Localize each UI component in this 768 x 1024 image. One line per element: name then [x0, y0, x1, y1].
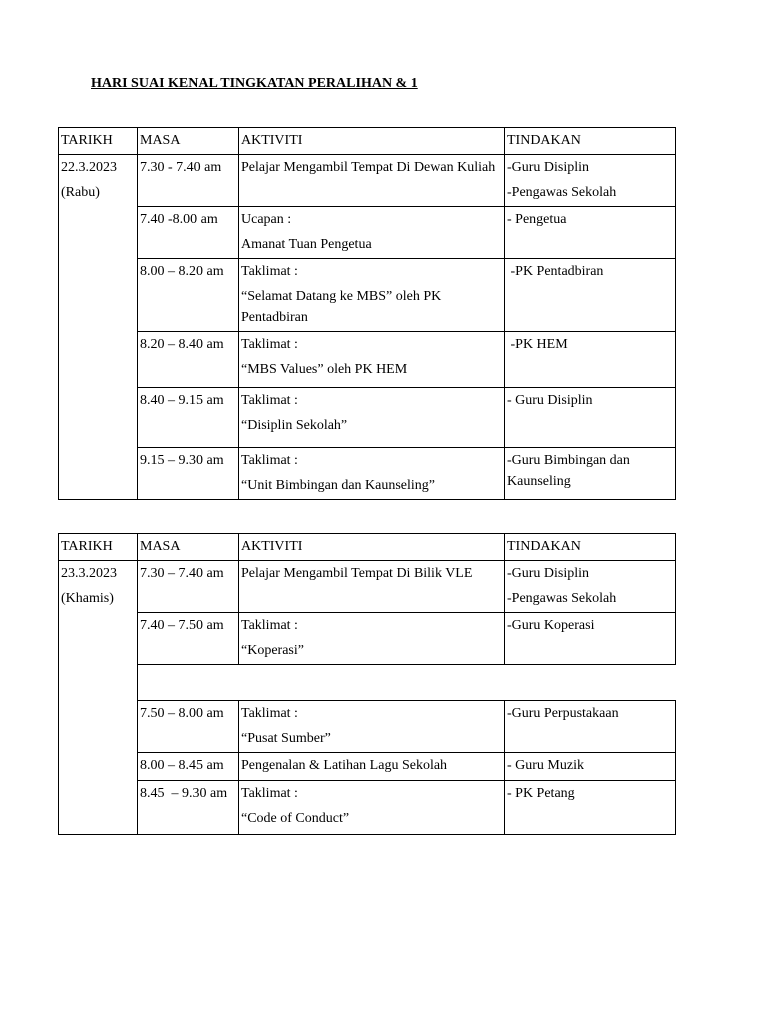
tindakan-line: -Guru Bimbingan dan Kaunseling [507, 453, 630, 489]
table-row [59, 781, 676, 835]
schedule-table-day1 [58, 127, 676, 500]
tindakan-cell [505, 259, 676, 332]
aktiviti-line: Taklimat : [241, 337, 298, 352]
header-masa: MASA [138, 534, 239, 561]
tindakan-cell [505, 561, 676, 613]
tindakan-line: -Guru Koperasi [507, 618, 595, 633]
tindakan-line: -Pengawas Sekolah [507, 185, 617, 200]
day-value: (Rabu) [61, 185, 100, 200]
table-row [59, 388, 676, 448]
tindakan-line: -PK HEM [507, 337, 568, 352]
aktiviti-line: Taklimat : [241, 264, 298, 279]
aktiviti-line: Taklimat : [241, 618, 298, 633]
tindakan-line: -PK Pentadbiran [507, 264, 604, 279]
table-header-row [59, 128, 676, 155]
aktiviti-line: Taklimat : [241, 453, 298, 468]
masa-cell: 9.15 – 9.30 am [138, 448, 239, 500]
header-masa: MASA [138, 128, 239, 155]
aktiviti-line: “MBS Values” oleh PK HEM [241, 362, 408, 377]
date-cell [59, 561, 138, 835]
day-value: (Khamis) [61, 591, 114, 606]
tindakan-line: - Pengetua [507, 212, 567, 227]
blank-separator-row [59, 665, 676, 701]
aktiviti-cell [239, 753, 505, 781]
table-row [59, 332, 676, 388]
tindakan-line: -Guru Disiplin [507, 566, 590, 581]
masa-cell: 8.45 – 9.30 am [138, 781, 239, 835]
aktiviti-line: “Disiplin Sekolah” [241, 418, 348, 433]
blank-cell [138, 665, 676, 701]
date-value: 23.3.2023 [61, 566, 117, 581]
masa-cell: 7.40 -8.00 am [138, 207, 239, 259]
aktiviti-line: “Koperasi” [241, 643, 304, 658]
schedule-table-day2 [58, 533, 676, 835]
tindakan-line: -Guru Perpustakaan [507, 706, 619, 721]
tindakan-cell [505, 332, 676, 388]
aktiviti-cell [239, 155, 505, 207]
page-title: HARI SUAI KENAL TINGKATAN PERALIHAN & 1 [91, 76, 418, 91]
tindakan-cell [505, 753, 676, 781]
aktiviti-cell [239, 332, 505, 388]
header-tarikh: TARIKH [59, 128, 138, 155]
table-row [59, 259, 676, 332]
aktiviti-cell [239, 561, 505, 613]
aktiviti-line: Pengenalan & Latihan Lagu Sekolah [241, 758, 448, 773]
table-row [59, 753, 676, 781]
aktiviti-cell [239, 448, 505, 500]
tindakan-line: - Guru Muzik [507, 758, 584, 773]
tindakan-line: -Guru Disiplin [507, 160, 590, 175]
aktiviti-line: “Code of Conduct” [241, 811, 350, 826]
tindakan-line: - PK Petang [507, 786, 575, 801]
tindakan-cell [505, 207, 676, 259]
header-aktiviti: AKTIVITI [239, 128, 505, 155]
masa-cell: 7.50 – 8.00 am [138, 701, 239, 753]
header-tarikh: TARIKH [59, 534, 138, 561]
masa-cell: 7.30 – 7.40 am [138, 561, 239, 613]
header-tindakan: TINDAKAN [505, 128, 676, 155]
table-row [59, 561, 676, 613]
tindakan-cell [505, 701, 676, 753]
aktiviti-line: “Selamat Datang ke MBS” oleh PK Pentadbiran [241, 289, 442, 325]
tindakan-line: -Pengawas Sekolah [507, 591, 617, 606]
aktiviti-line: Amanat Tuan Pengetua [241, 237, 372, 252]
aktiviti-cell [239, 388, 505, 448]
tindakan-cell [505, 781, 676, 835]
aktiviti-line: “Pusat Sumber” [241, 731, 331, 746]
date-cell [59, 155, 138, 500]
aktiviti-line: Taklimat : [241, 786, 298, 801]
masa-cell: 8.00 – 8.45 am [138, 753, 239, 781]
masa-cell: 7.30 - 7.40 am [138, 155, 239, 207]
header-tindakan: TINDAKAN [505, 534, 676, 561]
table-row [59, 613, 676, 665]
table-row [59, 207, 676, 259]
aktiviti-cell [239, 781, 505, 835]
masa-cell: 8.20 – 8.40 am [138, 332, 239, 388]
table-header-row [59, 534, 676, 561]
tindakan-cell [505, 155, 676, 207]
aktiviti-line: Taklimat : [241, 393, 298, 408]
aktiviti-cell [239, 613, 505, 665]
tindakan-cell [505, 388, 676, 448]
aktiviti-line: Pelajar Mengambil Tempat Di Bilik VLE [241, 566, 473, 581]
aktiviti-line: Ucapan : [241, 212, 292, 227]
tindakan-line: - Guru Disiplin [507, 393, 593, 408]
aktiviti-line: Pelajar Mengambil Tempat Di Dewan Kuliah [241, 160, 496, 175]
date-value: 22.3.2023 [61, 160, 117, 175]
masa-cell: 7.40 – 7.50 am [138, 613, 239, 665]
tindakan-cell [505, 613, 676, 665]
table-row [59, 155, 676, 207]
masa-cell: 8.00 – 8.20 am [138, 259, 239, 332]
aktiviti-cell [239, 701, 505, 753]
masa-cell: 8.40 – 9.15 am [138, 388, 239, 448]
table-row [59, 701, 676, 753]
aktiviti-line: “Unit Bimbingan dan Kaunseling” [241, 478, 436, 493]
aktiviti-line: Taklimat : [241, 706, 298, 721]
header-aktiviti: AKTIVITI [239, 534, 505, 561]
aktiviti-cell [239, 207, 505, 259]
table-row [59, 448, 676, 500]
tindakan-cell [505, 448, 676, 500]
aktiviti-cell [239, 259, 505, 332]
